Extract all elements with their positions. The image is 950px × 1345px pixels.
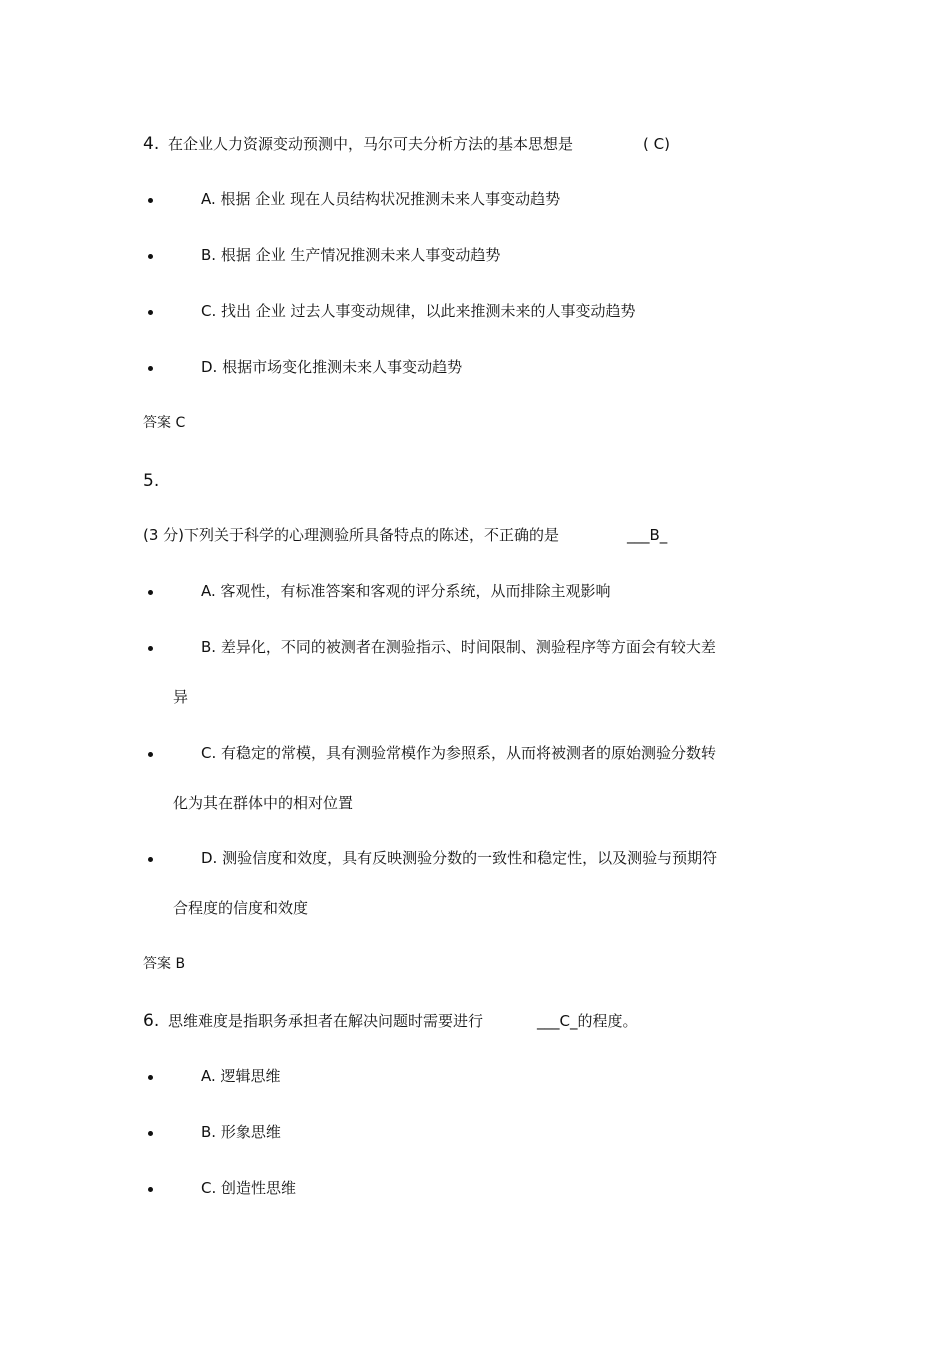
option-continuation: 合程度的信度和效度 xyxy=(173,899,309,917)
question-stem: 在企业人力资源变动预测中，马尔可夫分析方法的基本思想是 xyxy=(168,135,574,153)
option-text: B. 根据 企业 生产情况推测未来人事变动趋势 xyxy=(201,246,501,264)
question-number: 5. xyxy=(143,471,160,491)
bullet-icon xyxy=(148,310,153,315)
option-text: C. 有稳定的常模，具有测验常模作为参照系，从而将被测者的原始测验分数转 xyxy=(201,744,717,762)
question-number: 4. xyxy=(143,134,160,154)
option-text: B. 差异化，不同的被测者在测验指示、时间限制、测验程序等方面会有较大差 xyxy=(201,638,716,656)
bullet-icon xyxy=(148,1187,153,1192)
answer-line: 答案 B xyxy=(143,956,186,972)
answer-mark: ___C_的程度。 xyxy=(537,1012,638,1030)
option-text: C. 创造性思维 xyxy=(201,1179,297,1197)
answer-mark: ___B_ xyxy=(627,526,668,544)
option-text: D. 测验信度和效度，具有反映测验分数的一致性和稳定性，以及测验与预期符 xyxy=(201,849,718,867)
option-continuation: 化为其在群体中的相对位置 xyxy=(173,794,354,812)
answer-line: 答案 C xyxy=(143,415,186,431)
bullet-icon xyxy=(148,366,153,371)
question-stem: (3 分)下列关于科学的心理测验所具备特点的陈述，不正确的是 xyxy=(143,526,560,544)
question-stem: 思维难度是指职务承担者在解决问题时需要进行 xyxy=(168,1012,484,1030)
bullet-icon xyxy=(148,590,153,595)
option-continuation: 异 xyxy=(173,688,189,706)
bullet-icon xyxy=(148,198,153,203)
bullet-icon xyxy=(148,254,153,259)
bullet-icon xyxy=(148,752,153,757)
option-text: A. 逻辑思维 xyxy=(201,1067,281,1085)
option-text: B. 形象思维 xyxy=(201,1123,281,1141)
option-text: A. 客观性，有标准答案和客观的评分系统，从而排除主观影响 xyxy=(201,582,611,600)
option-text: D. 根据市场变化推测未来人事变动趋势 xyxy=(201,358,463,376)
bullet-icon xyxy=(148,1131,153,1136)
question-number: 6. xyxy=(143,1011,160,1031)
option-text: C. 找出 企业 过去人事变动规律，以此来推测未来的人事变动趋势 xyxy=(201,302,636,320)
bullet-icon xyxy=(148,857,153,862)
bullet-icon xyxy=(148,646,153,651)
bullet-icon xyxy=(148,1075,153,1080)
answer-mark: ( C) xyxy=(643,135,670,153)
option-text: A. 根据 企业 现在人员结构状况推测未来人事变动趋势 xyxy=(201,190,561,208)
